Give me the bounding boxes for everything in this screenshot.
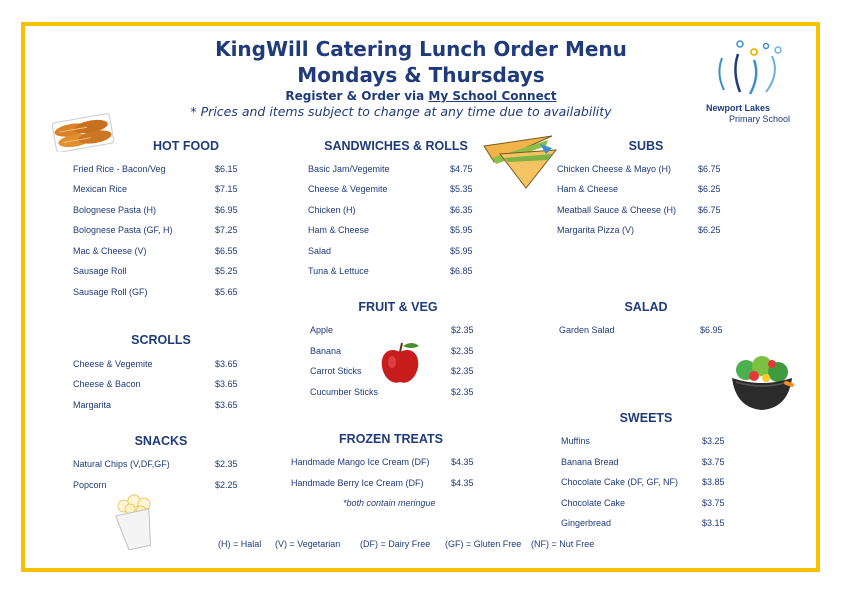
menu-item-name: Cheese & Bacon [73,379,141,389]
section-title-fruit-veg: FRUIT & VEG [358,300,438,314]
menu-item-name: Meatball Sauce & Cheese (H) [557,205,677,215]
menu-item-name: Margarita Pizza (V) [557,225,635,235]
menu-item-name: Handmade Berry Ice Cream (DF) [291,478,424,488]
popcorn-icon [114,492,158,550]
menu-item-name: Carrot Sticks [310,366,362,376]
menu-title: KingWill Catering Lunch Order Menu [215,37,627,61]
menu-item-price: $6.75 [698,205,721,215]
menu-item-price: $7.25 [215,225,238,235]
sandwich-icon [482,132,558,192]
salad-bowl-icon [728,352,796,414]
menu-item-name: Cheese & Vegemite [73,359,153,369]
price-note: * Prices and items subject to change at any time due to availability [190,104,612,119]
menu-item-name: Fried Rice - Bacon/Veg [73,164,166,174]
register-prefix: Register & Order via [285,89,429,103]
frozen-note: *both contain meringue [343,498,436,508]
menu-item-price: $2.35 [451,346,474,356]
menu-item-price: $6.15 [215,164,238,174]
menu-item-name: Cucumber Sticks [310,387,379,397]
legend-halal: (H) = Halal [218,539,262,549]
section-title-scrolls: SCROLLS [131,333,191,347]
menu-item-price: $5.95 [450,246,473,256]
menu-item-name: Natural Chips (V,DF,GF) [73,459,170,469]
menu-item-price: $4.35 [451,478,474,488]
legend-vegetarian: (V) = Vegetarian [275,539,341,549]
logo-line1: Newport Lakes [706,103,771,113]
menu-item-price: $6.35 [450,205,473,215]
menu-item-name: Banana Bread [561,457,619,467]
menu-item-name: Tuna & Lettuce [308,266,369,276]
menu-item-name: Bolognese Pasta (H) [73,205,157,215]
section-title-hot-food: HOT FOOD [153,139,219,153]
menu-item-price: $7.15 [215,184,238,194]
menu-item-price: $5.65 [215,287,238,297]
menu-item-price: $6.25 [698,184,721,194]
sausage-roll-icon [52,112,114,152]
menu-item-price: $4.75 [450,164,473,174]
apple-icon [379,340,421,386]
menu-item-name: Apple [310,325,334,335]
section-title-sandwiches: SANDWICHES & ROLLS [324,139,468,153]
menu-item-name: Gingerbread [561,518,612,528]
menu-subtitle: Mondays & Thursdays [297,63,545,87]
legend-gluten-free: (GF) = Gluten Free [445,539,522,549]
menu-item-price: $4.35 [451,457,474,467]
section-title-snacks: SNACKS [134,434,188,448]
menu-item-price: $3.85 [702,477,725,487]
menu-item-price: $3.65 [215,400,238,410]
menu-item-name: Cheese & Vegemite [308,184,388,194]
menu-item-price: $3.65 [215,379,238,389]
menu-item-name: Chocolate Cake (DF, GF, NF) [561,477,679,487]
menu-item-name: Mexican Rice [73,184,128,194]
menu-item-price: $2.25 [215,480,238,490]
menu-item-name: Sausage Roll [73,266,127,276]
menu-item-name: Garden Salad [559,325,615,335]
menu-item-price: $6.55 [215,246,238,256]
legend-nut-free: (NF) = Nut Free [531,539,595,549]
menu-item-name: Ham & Cheese [557,184,619,194]
menu-item-name: Basic Jam/Vegemite [308,164,390,174]
menu-item-price: $6.75 [698,164,721,174]
menu-item-price: $2.35 [451,366,474,376]
menu-item-name: Salad [308,246,332,256]
section-title-subs: SUBS [628,139,664,153]
menu-item-name: Ham & Cheese [308,225,370,235]
menu-item-name: Sausage Roll (GF) [73,287,148,297]
menu-item-price: $2.35 [215,459,238,469]
menu-item-name: Handmade Mango Ice Cream (DF) [291,457,430,467]
menu-item-price: $6.95 [215,205,238,215]
legend-dairy-free: (DF) = Dairy Free [360,539,431,549]
menu-item-price: $5.95 [450,225,473,235]
menu-item-name: Mac & Cheese (V) [73,246,147,256]
menu-item-name: Bolognese Pasta (GF, H) [73,225,173,235]
menu-item-name: Margarita [73,400,112,410]
menu-item-price: $5.25 [215,266,238,276]
menu-item-price: $3.75 [702,498,725,508]
menu-item-price: $5.35 [450,184,473,194]
menu-item-name: Popcorn [73,480,107,490]
menu-item-name: Banana [310,346,342,356]
section-title-salad: SALAD [624,300,668,314]
menu-item-name: Muffins [561,436,590,446]
my-school-connect-link[interactable]: My School Connect [428,89,557,103]
menu-item-price: $6.95 [700,325,723,335]
menu-item-name: Chocolate Cake [561,498,626,508]
menu-item-price: $3.65 [215,359,238,369]
menu-item-price: $3.75 [702,457,725,467]
logo-line2: Primary School [729,114,791,124]
section-title-sweets: SWEETS [619,411,673,425]
section-title-frozen: FROZEN TREATS [339,432,443,446]
school-logo-icon [710,40,790,98]
menu-item-price: $6.85 [450,266,473,276]
menu-item-price: $6.25 [698,225,721,235]
menu-item-price: $2.35 [451,325,474,335]
menu-item-price: $2.35 [451,387,474,397]
menu-item-price: $3.15 [702,518,725,528]
menu-item-name: Chicken (H) [308,205,356,215]
menu-item-price: $3.25 [702,436,725,446]
menu-item-name: Chicken Cheese & Mayo (H) [557,164,672,174]
